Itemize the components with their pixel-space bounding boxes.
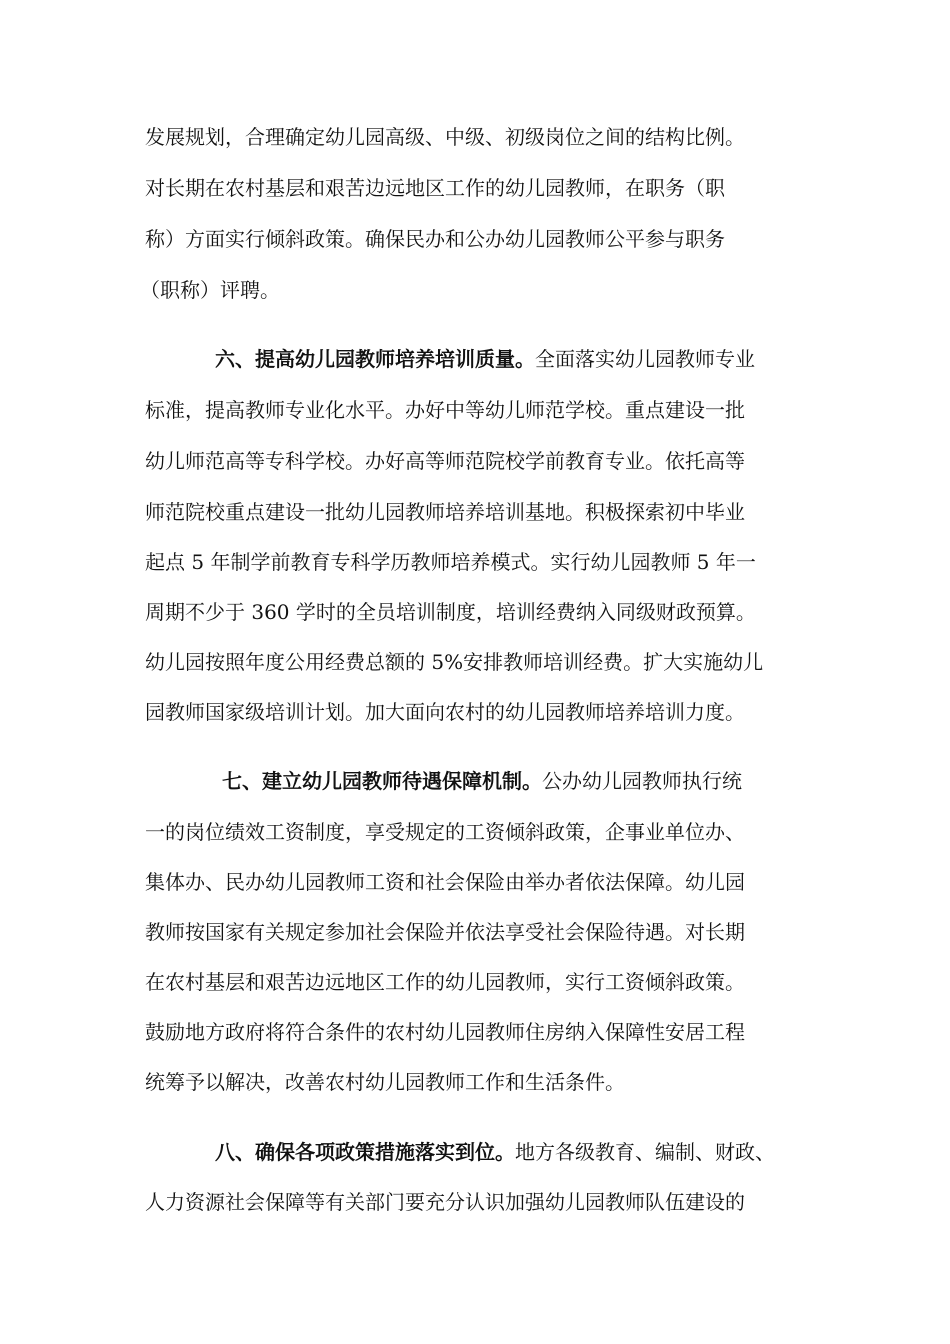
section-6-text: 全面落实幼儿园教师专业 [535, 347, 755, 371]
paragraph-line: 在农村基层和艰苦边远地区工作的幼儿园教师，实行工资倾斜政策。 [145, 970, 745, 994]
paragraph-line: 幼儿园按照年度公用经费总额的 5%安排教师培训经费。扩大实施幼儿 [145, 650, 764, 674]
paragraph-line: 鼓励地方政府将符合条件的农村幼儿园教师住房纳入保障性安居工程 [145, 1020, 745, 1044]
paragraph-line: 起点 5 年制学前教育专科学历教师培养模式。实行幼儿园教师 5 年一 [145, 550, 756, 574]
paragraph-line: （职称）评聘。 [140, 278, 280, 302]
paragraph-line: 人力资源社会保障等有关部门要充分认识加强幼儿园教师队伍建设的 [145, 1190, 745, 1214]
section-7-first-line [222, 767, 742, 795]
section-7-text: 公办幼儿园教师执行统 [542, 769, 742, 793]
paragraph-line: 标准，提高教师专业化水平。办好中等幼儿师范学校。重点建设一批 [145, 398, 745, 422]
section-7-heading: 七、建立幼儿园教师待遇保障机制。 [222, 769, 542, 793]
section-6-first-line [215, 345, 755, 373]
paragraph-line: 称）方面实行倾斜政策。确保民办和公办幼儿园教师公平参与职务 [145, 227, 725, 251]
paragraph-line: 教师按国家有关规定参加社会保险并依法享受社会保险待遇。对长期 [145, 920, 745, 944]
section-6-heading: 六、提高幼儿园教师培养培训质量。 [215, 347, 535, 371]
paragraph-line: 幼儿师范高等专科学校。办好高等师范院校学前教育专业。依托高等 [145, 449, 745, 473]
section-8-first-line [215, 1138, 775, 1166]
paragraph-line: 统筹予以解决，改善农村幼儿园教师工作和生活条件。 [145, 1070, 625, 1094]
paragraph-line: 园教师国家级培训计划。加大面向农村的幼儿园教师培养培训力度。 [145, 700, 745, 724]
section-8-text: 地方各级教育、编制、财政、 [515, 1140, 775, 1164]
paragraph-line: 发展规划，合理确定幼儿园高级、中级、初级岗位之间的结构比例。 [145, 125, 745, 149]
paragraph-line: 集体办、民办幼儿园教师工资和社会保险由举办者依法保障。幼儿园 [145, 870, 745, 894]
paragraph-line: 周期不少于 360 学时的全员培训制度，培训经费纳入同级财政预算。 [145, 600, 756, 624]
section-8-heading: 八、确保各项政策措施落实到位。 [215, 1140, 515, 1164]
paragraph-line: 师范院校重点建设一批幼儿园教师培养培训基地。积极探索初中毕业 [145, 500, 745, 524]
paragraph-line: 对长期在农村基层和艰苦边远地区工作的幼儿园教师，在职务（职 [145, 176, 725, 200]
paragraph-line: 一的岗位绩效工资制度，享受规定的工资倾斜政策，企事业单位办、 [145, 820, 745, 844]
